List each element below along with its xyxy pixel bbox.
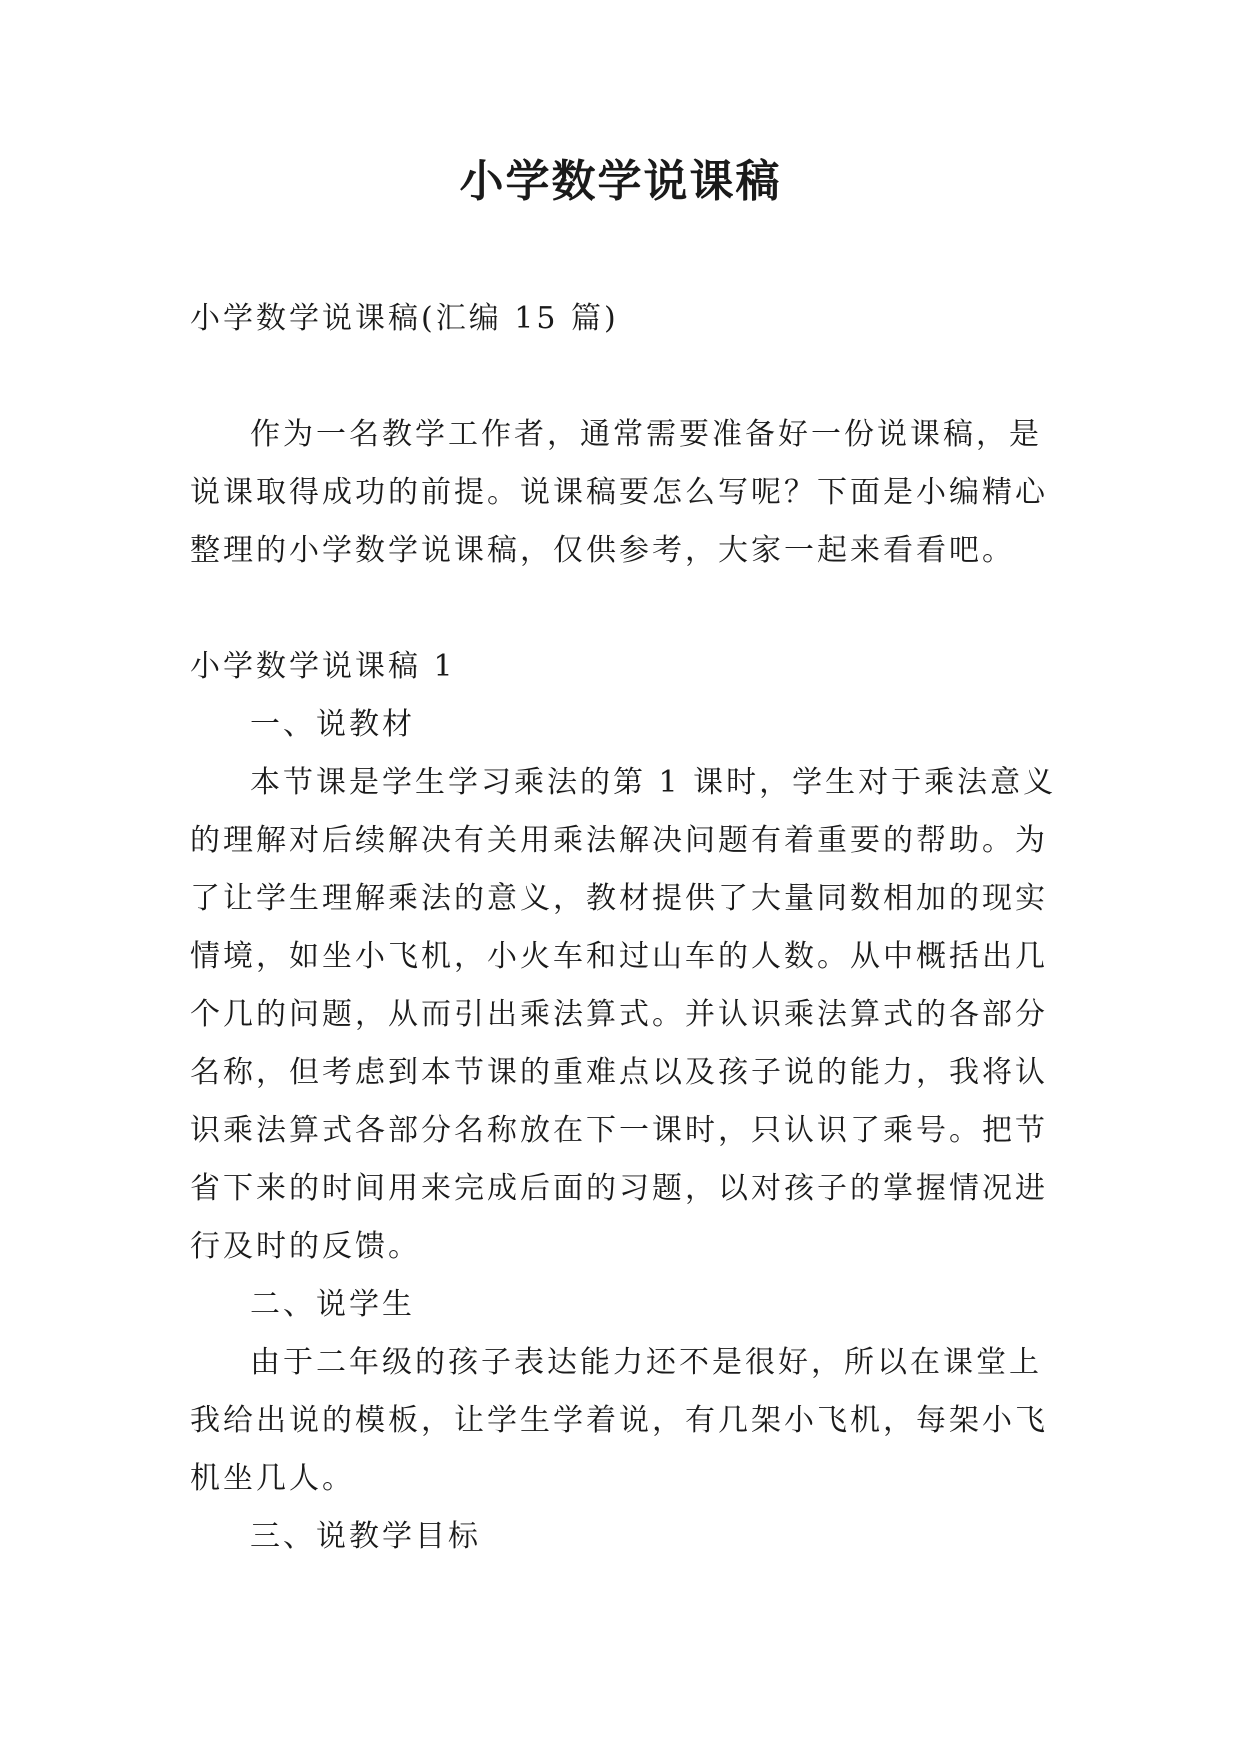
intro-paragraph: 作为一名教学工作者，通常需要准备好一份说课稿，是说课取得成功的前提。说课稿要怎么写呢？下面是小编精心整理的小学数学说课稿，仅供参考，大家一起来看看吧。: [190, 417, 1048, 568]
document-subtitle: 小学数学说课稿(汇编 15 篇): [190, 301, 619, 336]
document-title: 小学数学说课稿: [459, 156, 782, 207]
part1-heading: 一、说教材: [250, 707, 415, 742]
section-heading: 小学数学说课稿 1: [190, 649, 456, 684]
part2-paragraph: 由于二年级的孩子表达能力还不是很好，所以在课堂上我给出说的模板，让学生学着说，有几架小飞机，每架小飞机坐几人。: [190, 1345, 1048, 1496]
part2-heading: 二、说学生: [250, 1287, 415, 1322]
part1-paragraph: 本节课是学生学习乘法的第 1 课时，学生对于乘法意义的理解对后续解决有关用乘法解决问题有着重要的帮助。为了让学生理解乘法的意义，教材提供了大量同数相加的现实情境，如坐小飞机，小火车和过山车的人数。从中概括出几个几的问题，从而引出乘法算式。并认识乘法算式的各部分名称，但考虑到本节课的重难点以及孩子说的能力，我将认识乘法算式各部分名称放在下一课时，只认识了乘号。把节省下来的时间用来完成后面的习题，以对孩子的掌握情况进行及时的反馈。: [190, 765, 1057, 1264]
part3-heading: 三、说教学目标: [250, 1519, 481, 1554]
document-body: [190, 290, 1060, 1566]
